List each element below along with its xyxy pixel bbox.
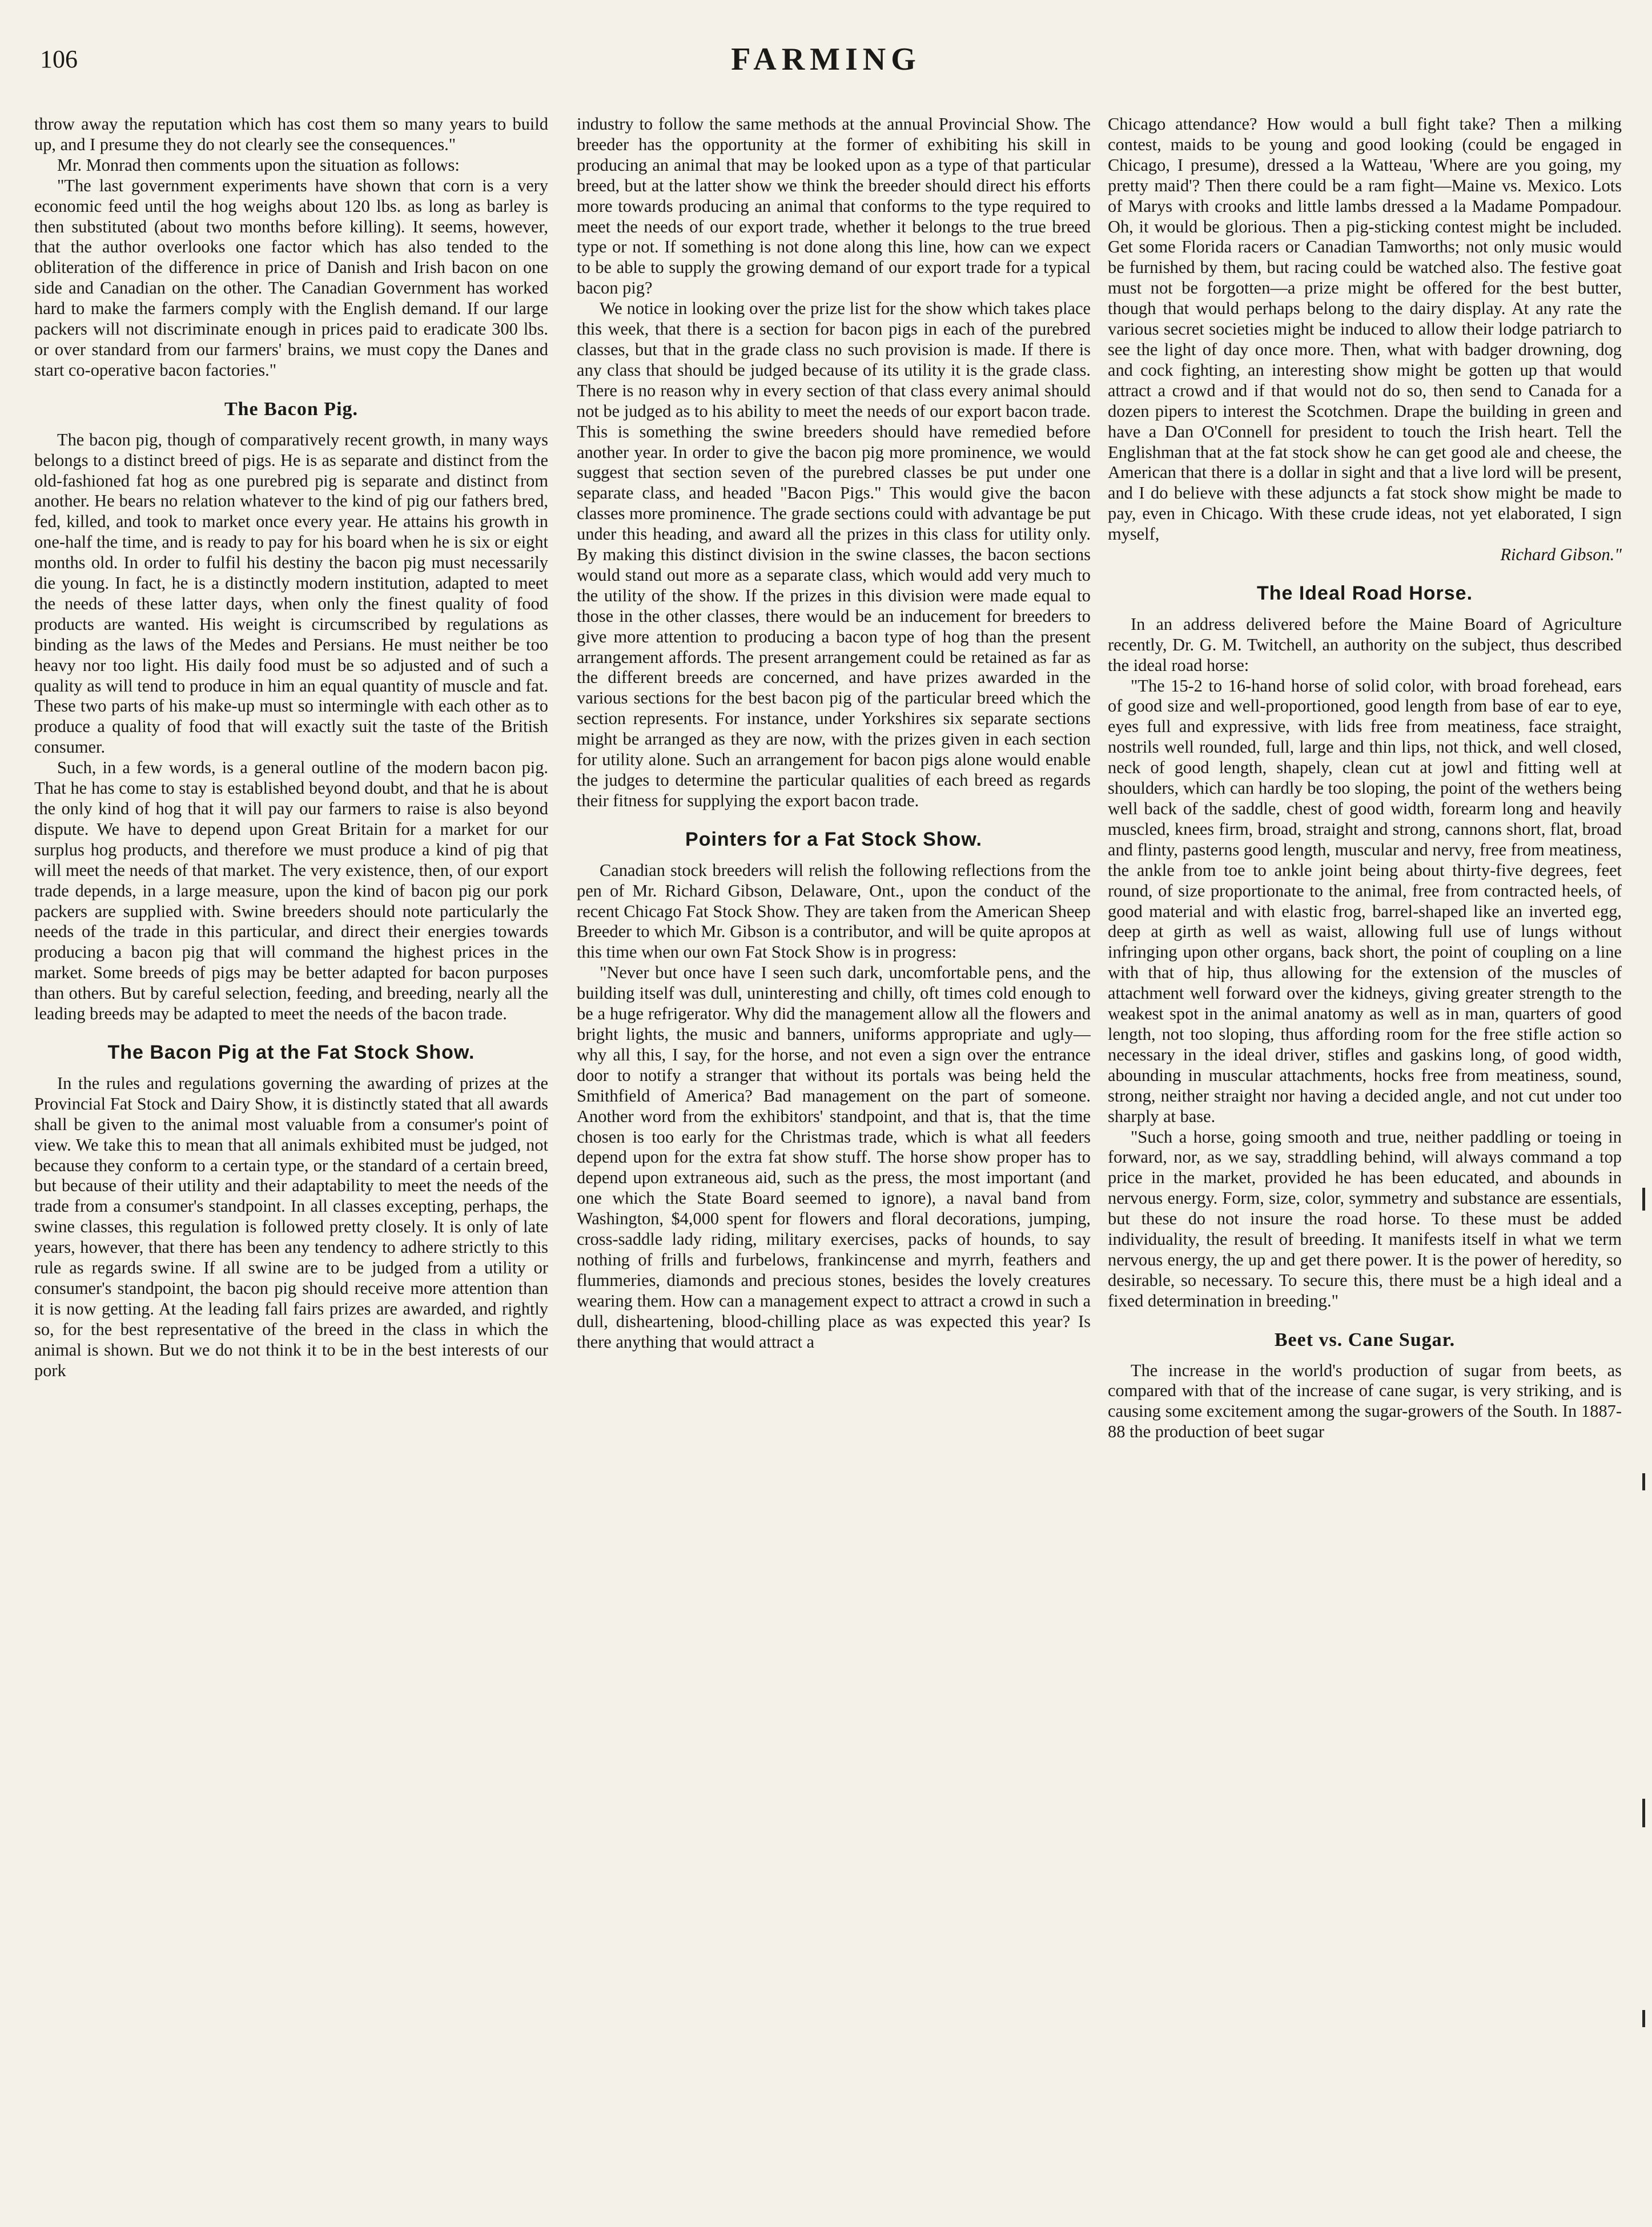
page-number: 106 xyxy=(40,45,78,73)
paragraph: throw away the reputation which has cost them so many years to build up, and I presume they do not clearly see the consequences." xyxy=(34,114,548,154)
paragraph: We notice in looking over the prize list for the show which takes place this week, that there is a section for bacon pigs in each of the purebred classes, but that in the grade class no such provision is made. If there is any class that should be judged because of its utility it is the grade class. There is no reason why in every section of that class every animal should not be judged as to his ability to meet the needs of our export bacon trade. This is something the swine breeders should have remedied before another year. In order to give the bacon pig more prominence, we would suggest that section seven of the purebred classes be put under one separate class, and headed "Bacon Pigs." This would give the bacon classes more prominence. The grade sections could with advantage be put under this heading, and award all the prizes in this class for utility only. By making this distinct division in the swine classes, the bacon sections would stand out more as a separate class, which would add very much to the utility of the show. If the prizes in this division were made equal to those in the other classes, there would be an inducement for breeders to give more attention to producing a bacon type of hog than the present arrangement affords. The present arrangement could be retained as far as the different breeds are concerned, and have prizes awarded in the various sections for the best bacon pig of the particular breed which the section represents. For instance, under Yorkshires six separate sections might be arranged as they are now, with the prizes given in each section for utility alone. Such an arrangement for bacon pigs alone would enable the judges to determine the particular qualities of each breed as regards their fitness for supplying the export bacon trade. xyxy=(577,299,1091,810)
margin-mark xyxy=(1642,1188,1645,1211)
margin-mark xyxy=(1642,2010,1645,2027)
paragraph: Chicago attendance? How would a bull fight take? Then a milking contest, maids to be young and good looking (could be engaged in Chicago, I presume), dressed a la Watteau, 'Where are you going, my pretty maid'? Then there could be a ram fight—Maine vs. Mexico. Lots of Marys with crooks and little lambs dressed a la Madame Pompadour. Oh, it would be glorious. Then a pig-sticking contest might be included. Get some Florida racers or Canadian Tamworths; not only music would be furnished by them, but racing could be watched also. The festive goat must not be forgotten—a prize might be offered for the best butter, though that would perhaps belong to the dairy display. At any rate the various secret societies might be induced to allow their lodge patriarch to see the light of day once more. Then, what with badger drowning, dog and cock fighting, an interesting show might be gotten up that would attract a crowd and if that would not do so, then send to Canada for a dozen pipers to interest the Scotchmen. Drape the building in green and have a Dan O'Connell for president to touch the Irish heart. Tell the Englishman that at the fat stock show he can get good ale and cheese, the American that there is a dollar in sight and that a live lord will be present, and I do believe with these adjuncts a fat stock show might be made to pay, even in Chicago. With these crude ideas, not yet elaborated, I sign myself, xyxy=(1108,114,1622,544)
running-head: FARMING xyxy=(731,42,921,77)
paragraph: Mr. Monrad then comments upon the situation as follows: xyxy=(57,155,460,175)
column-3 xyxy=(1108,114,1622,2198)
paragraph: Such, in a few words, is a general outline of the modern bacon pig. That he has come to stay is established beyond doubt, and that he is about the only kind of hog that it will pay our farmers to raise is also beyond dispute. We have to depend upon Great Britain for a market for our surplus hog products, and therefore we must produce a kind of pig that will meet the needs of that market. The very existence, then, of our export trade depends, in a large measure, upon the kind of bacon pig our pork packers are supplied with. Swine breeders should note particularly the needs of the trade in this particular, and direct their energies towards producing a bacon pig that will command the highest prices in the market. Some breeds of pigs may be better adapted for bacon purposes than others. But by careful selection, feeding, and breeding, nearly all the leading breeds may be adapted to meet the needs of the bacon trade. xyxy=(34,758,548,1024)
paragraph: industry to follow the same methods at the annual Provincial Show. The breeder has the opportunity at the former of exhibiting his skill in producing an animal that may be looked upon as a type of that particular breed, but at the latter show we think the breeder should direct his efforts more towards producing an animal that conforms to the type required to meet the needs of our export trade, whether it belongs to the true breed type or not. If something is not done along this line, how can we expect to be able to supply the growing demand of our export trade for a typical bacon pig? xyxy=(577,114,1091,298)
column-2 xyxy=(577,114,1091,2198)
paragraph: The bacon pig, though of comparatively recent growth, in many ways belongs to a distinct breed of pigs. He is as separate and distinct from the old-fashioned fat hog as one purebred pig is separate and distinct from another. He bears no relation whatever to the kind of pig our fathers bred, fed, killed, and took to market once every year. He attains his growth in one-half the time, and is ready to pay for his board when he is six or eight months old. In order to fulfil his destiny the bacon pig must necessarily die young. In fact, he is a distinctly modern institution, adapted to meet the needs of these latter days, when only the finest quality of food products are wanted. His weight is circumscribed by regulations as binding as the laws of the Medes and Persians. He must neither be too heavy nor too light. His daily food must be so adjusted and of such a quality as will tend to produce in him an equal quantity of muscle and fat. These two parts of his make-up must so intermingle with each other as to produce a quality of food that will exactly suit the taste of the British consumer. xyxy=(34,429,548,757)
paragraph: In an address delivered before the Maine Board of Agriculture recently, Dr. G. M. Twitchell, an authority on the subject, thus described the ideal road horse: xyxy=(1108,614,1622,675)
section-heading-ideal-road-horse: The Ideal Road Horse. xyxy=(1256,582,1473,604)
section-heading-bacon-pig-fat-stock-show: The Bacon Pig at the Fat Stock Show. xyxy=(107,1041,475,1063)
paragraph: "The last government experiments have shown that corn is a very economic feed until the hog weighs about 120 lbs. as long as barley is then substituted (about two months before killing). It seems, however, that the author overlooks one factor which has also tended to the obliteration of the difference in price of Danish and Irish bacon on one side and Canadian on the other. The Canadian Government has worked hard to make the farmers comply with the English demand. If our large packers will not discriminate enough in prices paid to eradicate 300 lbs. or over standard from our farmers' brains, we must copy the Danes and start co-operative bacon factories." xyxy=(34,175,548,380)
column-1 xyxy=(34,114,548,2198)
signature: Richard Gibson." xyxy=(1500,545,1622,565)
paragraph: "Such a horse, going smooth and true, neither paddling or toeing in forward, nor, as we say, straddling behind, will always command a top price in the market, provided he has been educated, and abounds in nervous energy. Form, size, color, symmetry and substance are essentials, but these do not insure the road horse. To these must be added individuality, the result of breeding. It manifests itself in what we term nervous energy, the up and get there power. It is the power of heredity, so desirable, so necessary. To secure this, there must be a high ideal and a fixed determination in breeding." xyxy=(1108,1127,1622,1311)
paragraph: The increase in the world's production of sugar from beets, as compared with that of the increase of cane sugar, is very striking, and is causing some excitement among the sugar-growers of the South. In 1887-88 the production of beet sugar xyxy=(1108,1360,1622,1442)
margin-mark xyxy=(1642,1799,1645,1827)
section-heading-bacon-pig: The Bacon Pig. xyxy=(224,398,359,420)
section-heading-beet-vs-cane-sugar: Beet vs. Cane Sugar. xyxy=(1274,1329,1456,1350)
paragraph: In the rules and regulations governing the awarding of prizes at the Provincial Fat Stock and Dairy Show, it is distinctly stated that all awards shall be given to the animal most valuable from a consumer's point of view. We take this to mean that all animals exhibited must be judged, not because they conform to a certain type, or the standard of a certain breed, but because of their utility and their adaptability to meet the needs of the trade from a consumer's standpoint. In all classes excepting, perhaps, the swine classes, this regulation is followed pretty closely. It is only of late years, however, that there has been any tendency to adhere strictly to this rule as regards swine. If all swine are to be judged from a utility or consumer's standpoint, the bacon pig should receive more attention than it is now getting. At the leading fall fairs prizes are awarded, and rightly so, for the best representative of the breed in the class in which the animal is shown. But we do not think it to be in the best interests of our pork xyxy=(34,1073,548,1380)
paragraph: "Never but once have I seen such dark, uncomfortable pens, and the building itself was dull, uninteresting and chilly, oft times cold enough to be a huge refrigerator. Why did the management allow all the flowers and bright lights, the music and banners, uniforms appropriate and ugly—why all this, I say, for the horse, and not even a sign over the entrance door to notify a stranger that without its portals was being held the Smithfield of America? Bad management on the part of someone. Another word from the exhibitors' standpoint, and that is, that the time chosen is too early for the Christmas trade, which is what all feeders depend upon for the extra fat show stuff. The horse show proper has to depend upon extraneous aid, such as the press, the most important (and one which the State Board seemed to ignore), a naval band from Washington, $4,000 spent for flowers and floral decorations, jumping, cross-saddle lady riding, military exercises, packs of hounds, to say nothing of frills and furbelows, frankincense and myrrh, feathers and flummeries, diamonds and precious stones, besides the lovely creatures wearing them. How can a management expect to attract a crowd in such a dull, disheartening, blood-chilling place as was expected this year? Is there anything that would attract a xyxy=(577,963,1091,1352)
section-heading-pointers-fat-stock-show: Pointers for a Fat Stock Show. xyxy=(685,828,982,850)
paragraph: Canadian stock breeders will relish the following reflections from the pen of Mr. Richard Gibson, Delaware, Ont., upon the conduct of the recent Chicago Fat Stock Show. They are taken from the American Sheep Breeder to which Mr. Gibson is a contributor, and will be quite apropos at this time when our own Fat Stock Show is in progress: xyxy=(577,860,1091,962)
margin-mark xyxy=(1642,1473,1645,1490)
paragraph: "The 15-2 to 16-hand horse of solid color, with broad forehead, ears of good size and well-proportioned, good length from base of ear to eye, eyes full and expressive, with lids free from meatiness, face straight, nostrils well rounded, full, large and thin lips, not thick, and well closed, neck of good length, shapely, clean cut at jowl and fitting well at shoulders, which can hardly be too sloping, the point of the wethers being well back of the saddle, chest of good width, forearm long and heavily muscled, knees firm, broad, straight and strong, cannons short, flat, broad and flinty, pasterns good length, muscular and nervy, free from meatiness, the ankle from toe to ankle joint being about thirty-five degrees, feet round, of size proportionate to the animal, free from contracted heels, of good material and with elastic frog, barrel-shaped like an inverted egg, deep at girth as well as waist, allowing full use of lungs without infringing upon other organs, back short, the point of coupling on a line with that of hip, thus allowing for the extension of the muscles of attachment well forward over the kidneys, giving greater strength to the weakest spot in the animal anatomy as well as in man, quarters of good length, not too sloping, thus affording room for the free stifle action so necessary in the ideal driver, stifles and gaskins long, of good width, abounding in muscular attachments, hocks free from meatiness, sound, strong, neither straight nor having a decided angle, and not cut under too sharply at base. xyxy=(1108,676,1622,1126)
